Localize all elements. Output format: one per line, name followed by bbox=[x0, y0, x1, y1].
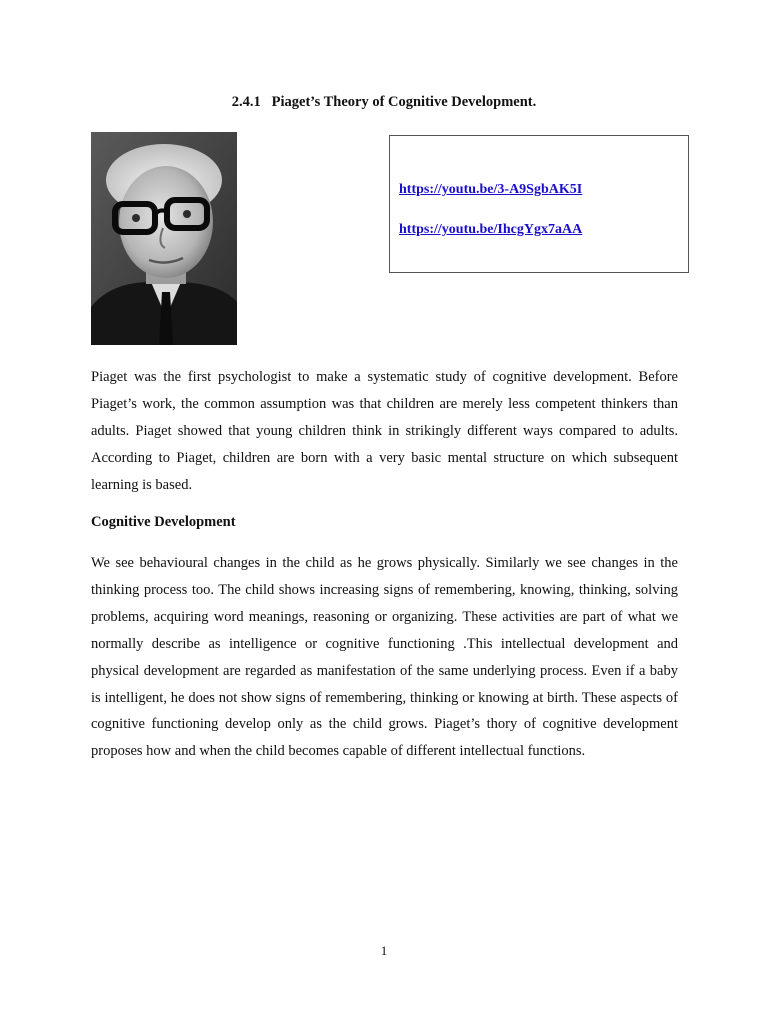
youtube-link-2[interactable]: https://youtu.be/IhcgYgx7aAA bbox=[399, 222, 583, 237]
video-links-box bbox=[389, 135, 689, 273]
page-number: 1 bbox=[380, 943, 388, 958]
subheading: Cognitive Development bbox=[91, 514, 236, 530]
youtube-link-1[interactable]: https://youtu.be/3-A9SgbAK5I bbox=[399, 182, 583, 197]
section-title: 2.4.1 Piaget’s Theory of Cognitive Development. bbox=[231, 94, 537, 110]
portrait-photo bbox=[91, 132, 237, 345]
body-paragraph: We see behavioural changes in the child as he grows physically. Similarly we see changes in the thinking process too. The child shows increasing signs of remembering, knowing, thinking, solving problems, acquiring word meanings, reasoning or organizing. These activities are part of what we normally describe as intelligence or cognitive functioning .This intellectual development and physical development are regarded as manifestation of the same underlying process. Even if a baby is intelligent, he does not show signs of remembering, thinking or knowing at birth. These aspects of cognitive functioning develop only as the child grows. Piaget’s thory of cognitive development proposes how and when the child becomes capable of different intellectual functions. bbox=[91, 555, 678, 760]
intro-paragraph: Piaget was the first psychologist to make a systematic study of cognitive development. Before Piaget’s work, the common assumption was that children are merely less competent thinkers than adults. Piaget showed that young children think in strikingly different ways compared to adults. According to Piaget, children are born with a very basic mental structure on which subsequent learning is based. bbox=[91, 369, 678, 493]
